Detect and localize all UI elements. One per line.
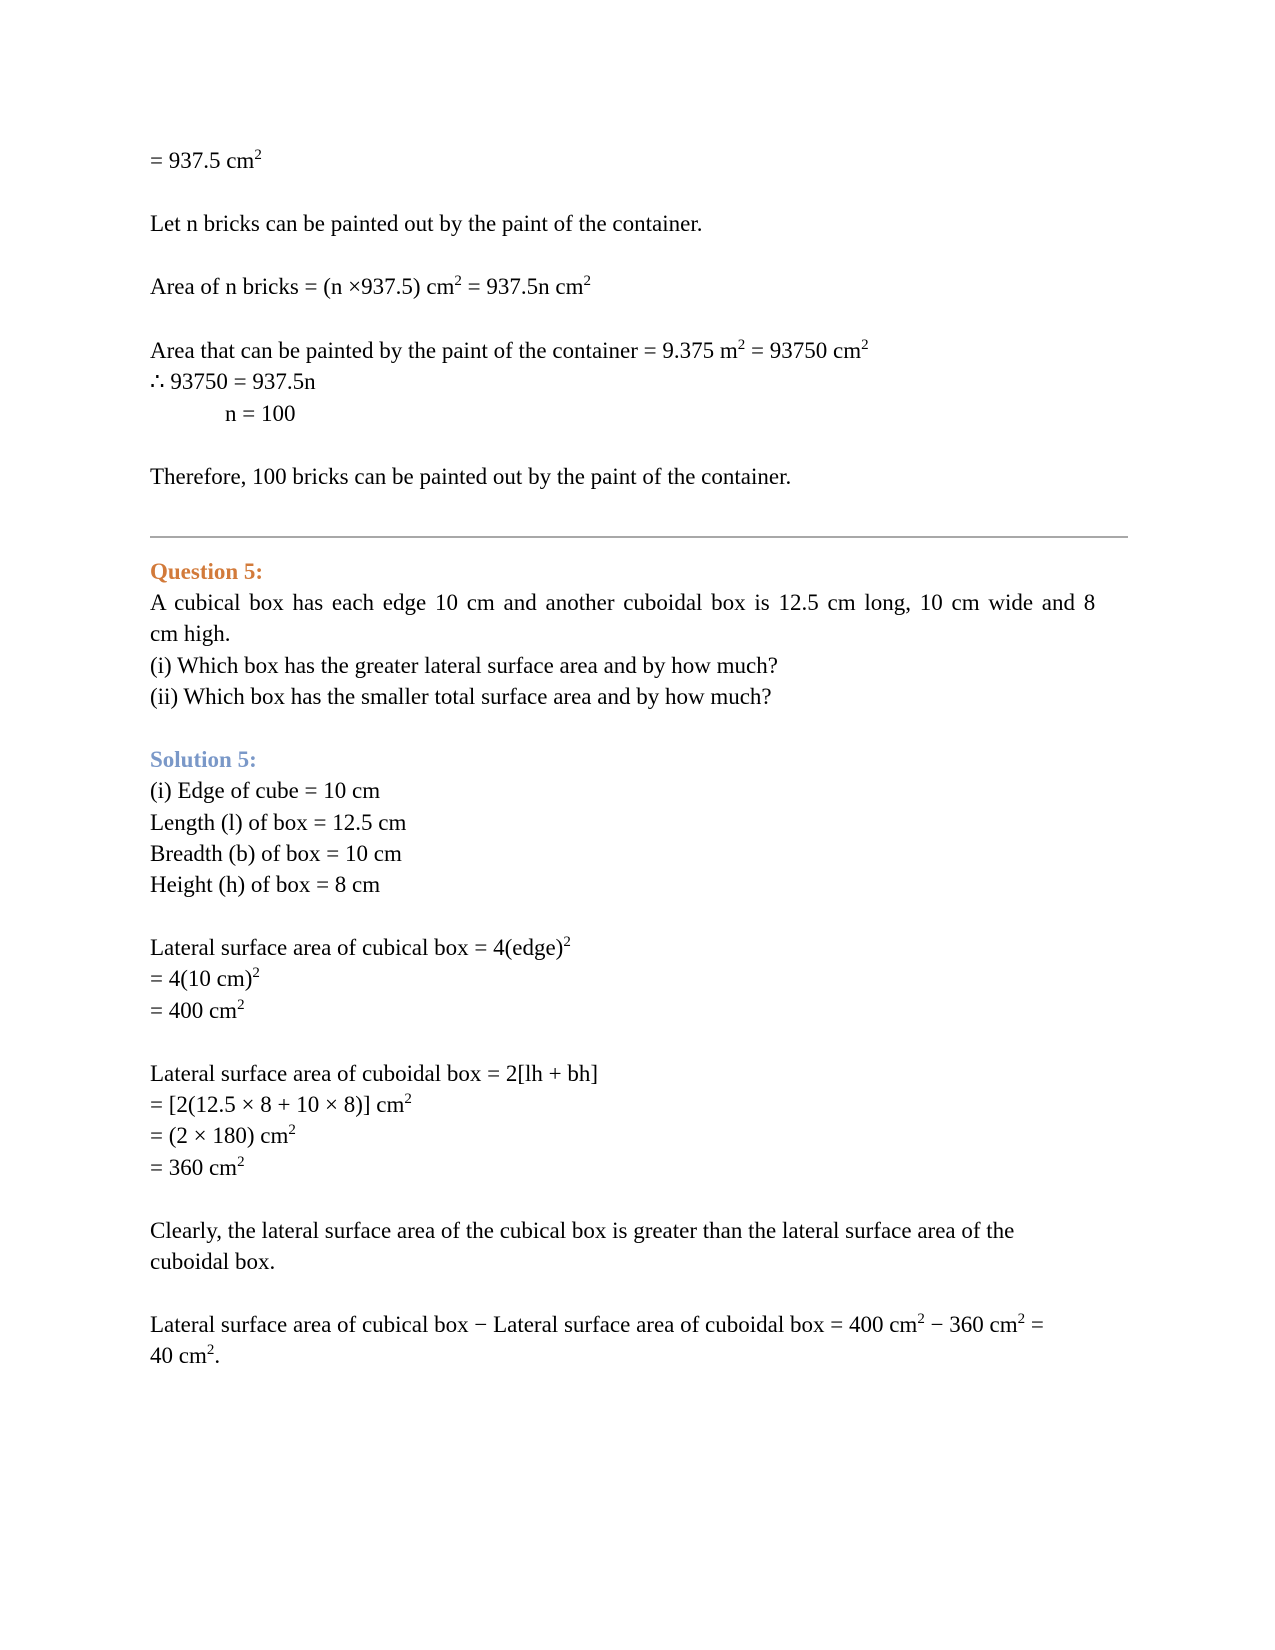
area-n-bricks-line: Area of n bricks = (n ×937.5) $cm^2 = 937.5n$ $cm^2$	[150, 273, 591, 299]
cube-lsa-result: = 400 $cm^2$	[150, 997, 245, 1023]
cuboid-lsa-result: = 360 $cm^2$	[150, 1154, 245, 1180]
comparison-line-2: cuboidal box.	[150, 1249, 276, 1274]
question-text-line-1: A cubical box has each edge 10 cm and another cuboidal box is 12.5 cm long, 10 cm wide and 8	[150, 590, 1096, 615]
cuboid-lsa-step-2: = (2 × 180) $cm^2$	[150, 1122, 296, 1148]
given-breadth: Breadth (b) of box = 10 cm	[150, 841, 402, 866]
area-result-line: = 937.5 $cm^2$	[150, 147, 262, 173]
area-container-line: Area that can be painted by the paint of the container = 9.375 $m^2 = 93750$ $cm^2$	[150, 337, 869, 363]
cube-lsa-formula: Lateral surface area of cubical box = 4(edge)$^2$	[150, 934, 571, 960]
conclusion-line: Therefore, 100 bricks can be painted out by the paint of the container.	[150, 464, 792, 489]
equation-line: ∴ 93750 = 937.5n	[150, 369, 316, 394]
question-text-line-2: cm high.	[150, 621, 231, 646]
question-title: Question 5:	[150, 559, 264, 584]
difference-line-1: Lateral surface area of cubical box − Lateral surface area of cuboidal box = 400 $cm^2 - 360$ $cm^2$ =	[150, 1311, 1044, 1337]
given-length: Length (l) of box = 12.5 cm	[150, 810, 407, 835]
let-n-bricks-line: Let n bricks can be painted out by the paint of the container.	[150, 211, 703, 236]
cuboid-lsa-step-1: = [2(12.5 × 8 + 10 × 8)] $cm^2$	[150, 1091, 412, 1117]
solution-title: Solution 5:	[150, 747, 257, 772]
cube-lsa-step: = 4(10 cm)$^2$	[150, 965, 260, 991]
given-edge: (i) Edge of cube = 10 cm	[150, 778, 381, 803]
cuboid-lsa-formula: Lateral surface area of cuboidal box = 2[lh + bh]	[150, 1061, 599, 1086]
question-part-1: (i) Which box has the greater lateral surface area and by how much?	[150, 653, 778, 678]
question-part-2: (ii) Which box has the smaller total surface area and by how much?	[150, 684, 772, 709]
section-divider	[150, 536, 1128, 538]
difference-line-2: 40 $cm^2$.	[150, 1342, 221, 1368]
given-height: Height (h) of box = 8 cm	[150, 872, 381, 897]
n-value-line: n = 100	[225, 401, 296, 426]
comparison-line-1: Clearly, the lateral surface area of the cubical box is greater than the lateral surface area of the	[150, 1218, 1015, 1243]
